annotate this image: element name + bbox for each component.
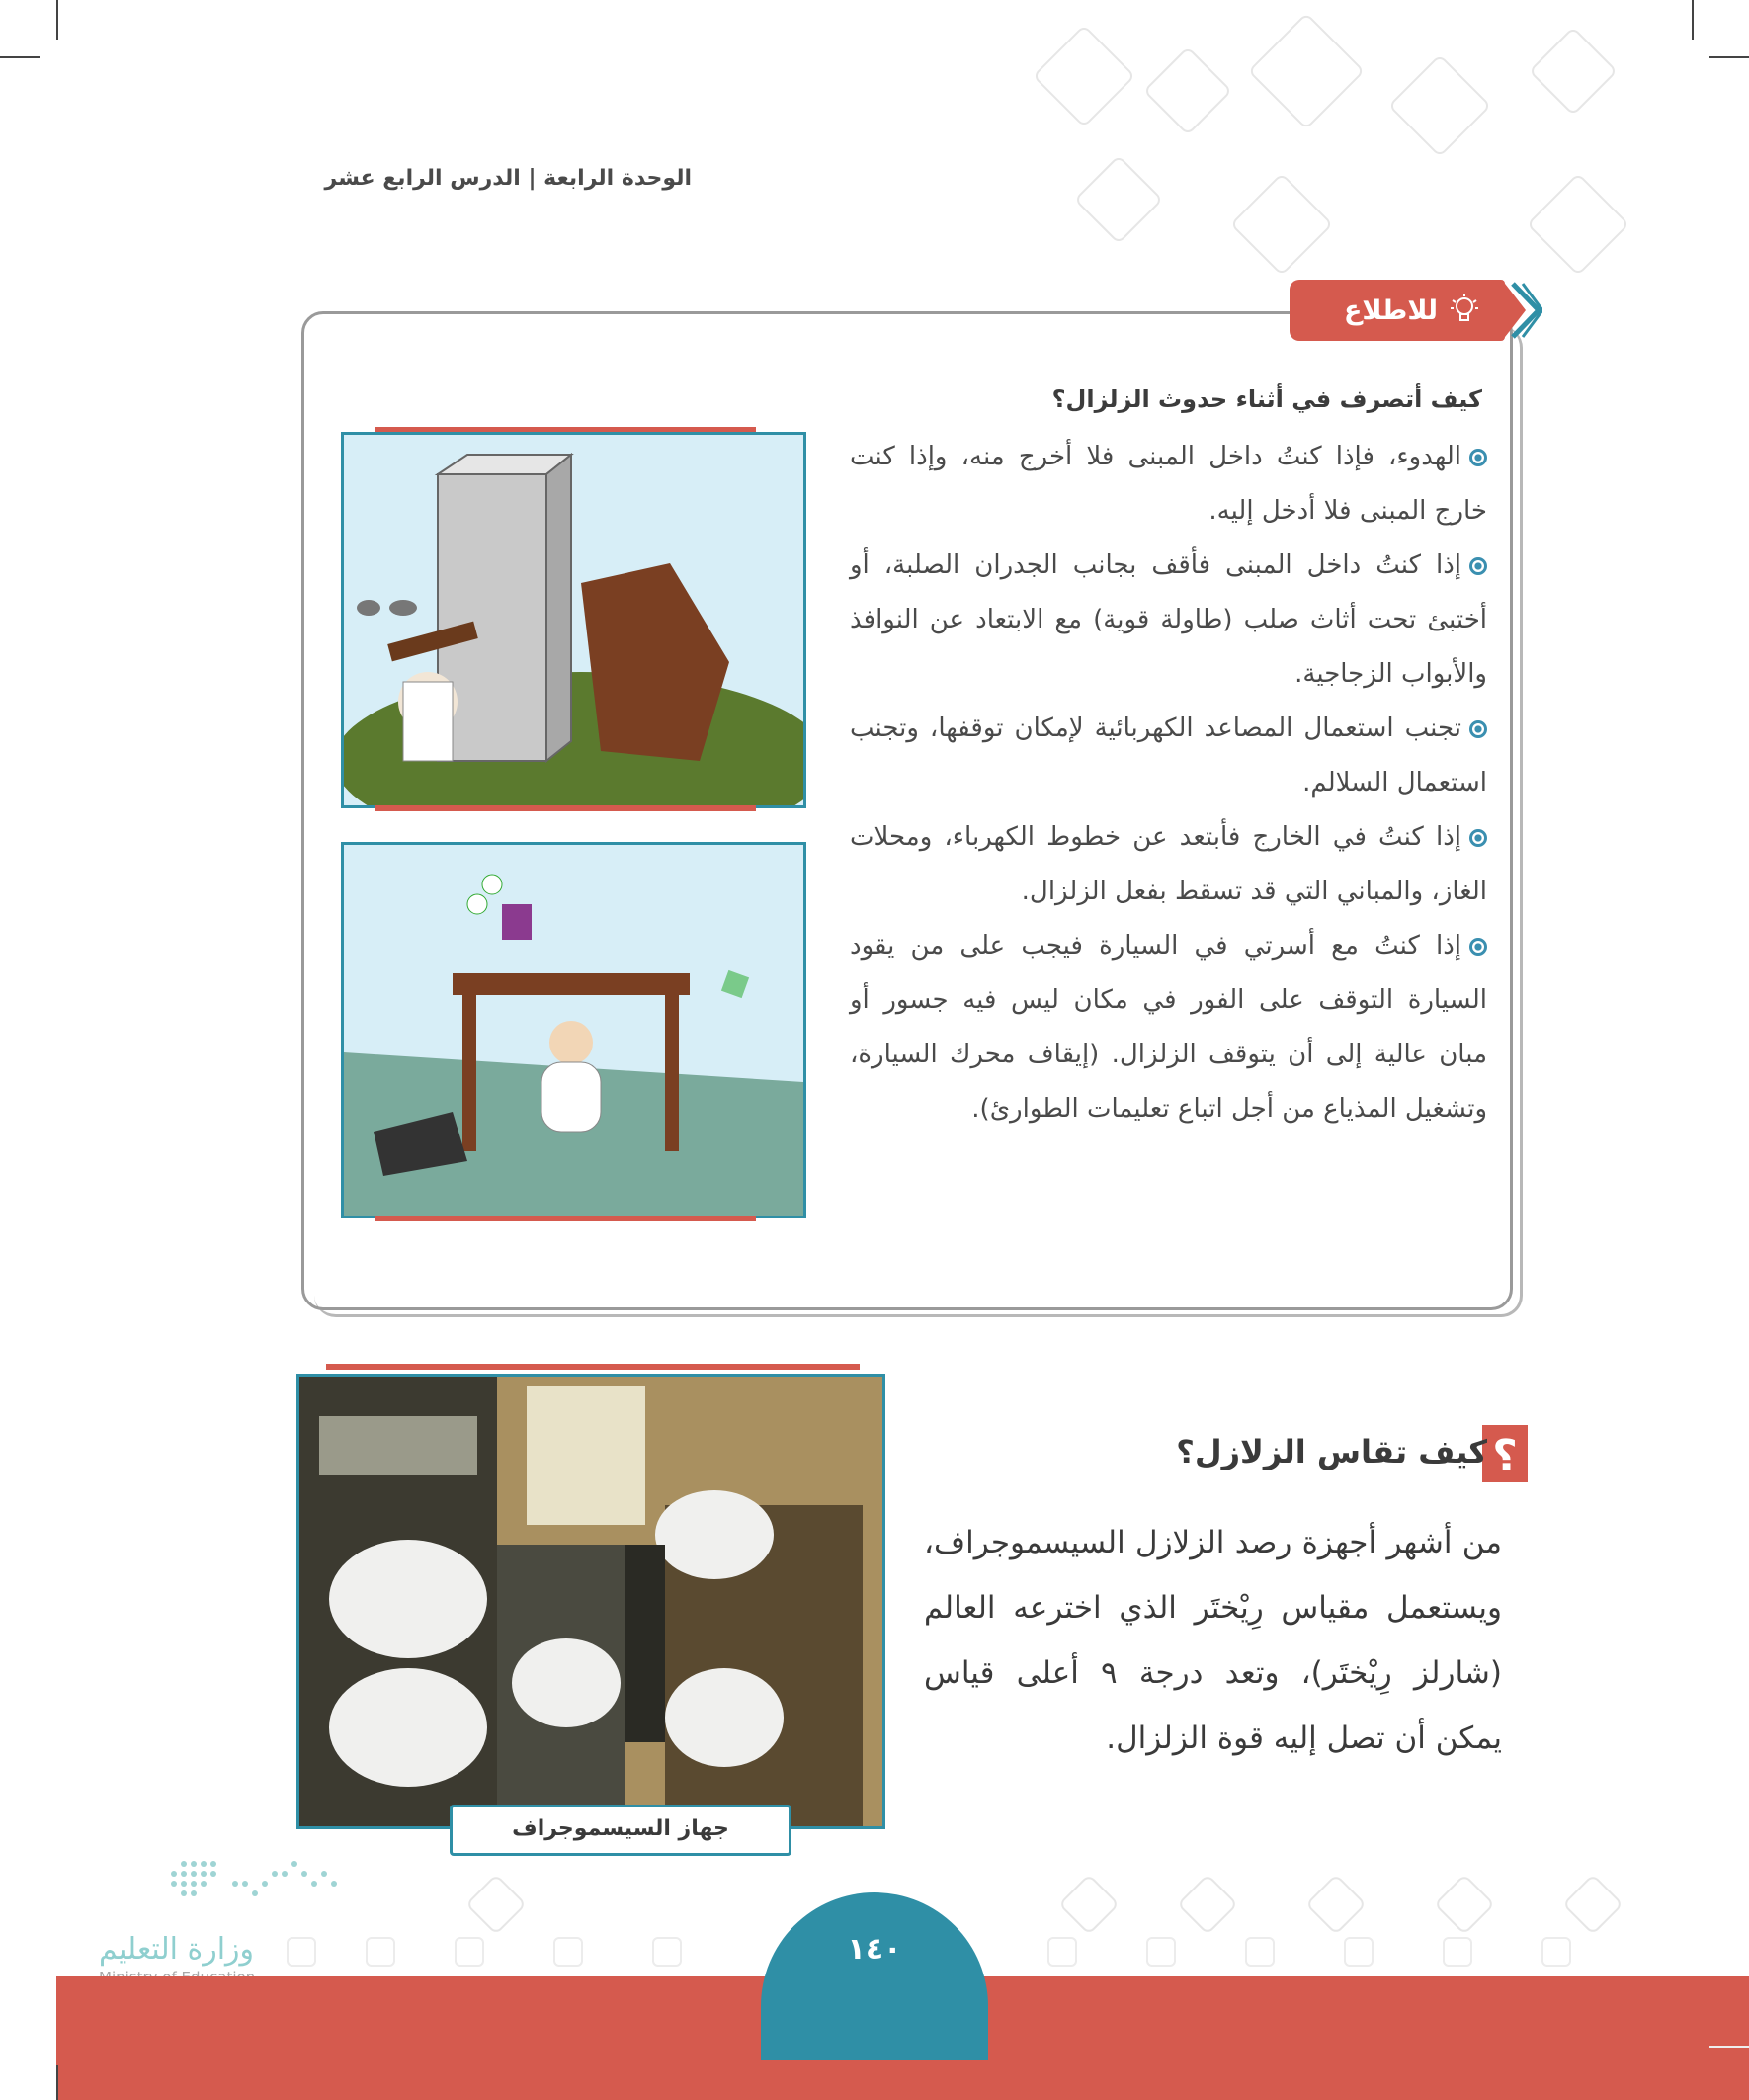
chevron-icon: [1509, 280, 1542, 341]
crop-mark: [1709, 2046, 1749, 2048]
bullet-icon: [1469, 938, 1487, 956]
info-badge: [1290, 280, 1505, 341]
section-title: كيف تقاس الزلازل؟: [1176, 1433, 1487, 1470]
info-badge-label: للاطلاع: [1343, 294, 1438, 326]
info-question: كيف أتصرف في أثناء حدوث الزلزال؟: [1051, 385, 1482, 413]
list-item: تجنب استعمال المصاعد الكهربائية لإمكان توقفها، وتجنب استعمال السلالم.: [850, 714, 1487, 798]
illustration-table: [341, 842, 806, 1218]
list-item: إذا كنتُ داخل المبنى فأقف بجانب الجدران الصلبة، أو أختبئ تحت أثاث صلب (طاولة قوية) مع الابتعاد عن النوافذ والأبواب الزجاجية.: [850, 550, 1487, 689]
bullet-icon: [1469, 449, 1487, 466]
question-mark-icon: [1482, 1425, 1528, 1482]
crop-mark: [1709, 56, 1749, 58]
illustration-bar: [375, 1216, 756, 1221]
svg-text:؟: ؟: [1492, 1431, 1518, 1481]
section-paragraph: من أشهر أجهزة رصد الزلازل السيسموجراف، ويستعمل مقياس رِيْختَر الذي اخترعه العالم (شارلز رِيْختَر)، وتعد درجة ٩ أعلى قياس يمكن أن تصل إليه قوة الزلزال.: [924, 1525, 1502, 1756]
bullet-icon: [1469, 829, 1487, 847]
page-number: ١٤٠: [847, 1932, 902, 1967]
list-item: إذا كنتُ في الخارج فأبتعد عن خطوط الكهرباء، ومحلات الغاز، والمباني التي قد تسقط بفعل الزلزال.: [850, 822, 1487, 906]
page-header: الوحدة الرابعة | الدرس الرابع عشر: [324, 166, 692, 191]
crop-mark: [56, 0, 58, 40]
seismograph-photo: [296, 1374, 885, 1829]
photo-caption: جهاز السيسموجراف: [450, 1805, 791, 1856]
bullet-icon: [1469, 557, 1487, 575]
illustration-cabinet: [341, 432, 806, 808]
illustration-bar: [375, 805, 756, 811]
list-item: إذا كنتُ مع أسرتي في السيارة فيجب على من يقود السيارة التوقف على الفور في مكان ليس فيه جسور أو مبان عالية إلى أن يتوقف الزلزال. (إيقاف محرك السيارة، وتشغيل المذياع من أجل اتباع تعليمات الطوارئ).: [850, 931, 1487, 1124]
list-item: الهدوء، فإذا كنتُ داخل المبنى فلا أخرج منه، وإذا كنت خارج المبنى فلا أدخل إليه.: [850, 442, 1487, 526]
crop-mark: [56, 2065, 58, 2100]
ministry-name-ar: وزارة التعليم: [99, 1932, 255, 1967]
crop-mark: [1692, 0, 1694, 40]
lightbulb-icon: [1450, 293, 1479, 328]
photo-bar: [326, 1364, 860, 1370]
bullet-icon: [1469, 720, 1487, 738]
page-number-tab: [761, 1892, 988, 2060]
crop-mark: [0, 56, 40, 58]
bullet-list: [850, 430, 1487, 1136]
